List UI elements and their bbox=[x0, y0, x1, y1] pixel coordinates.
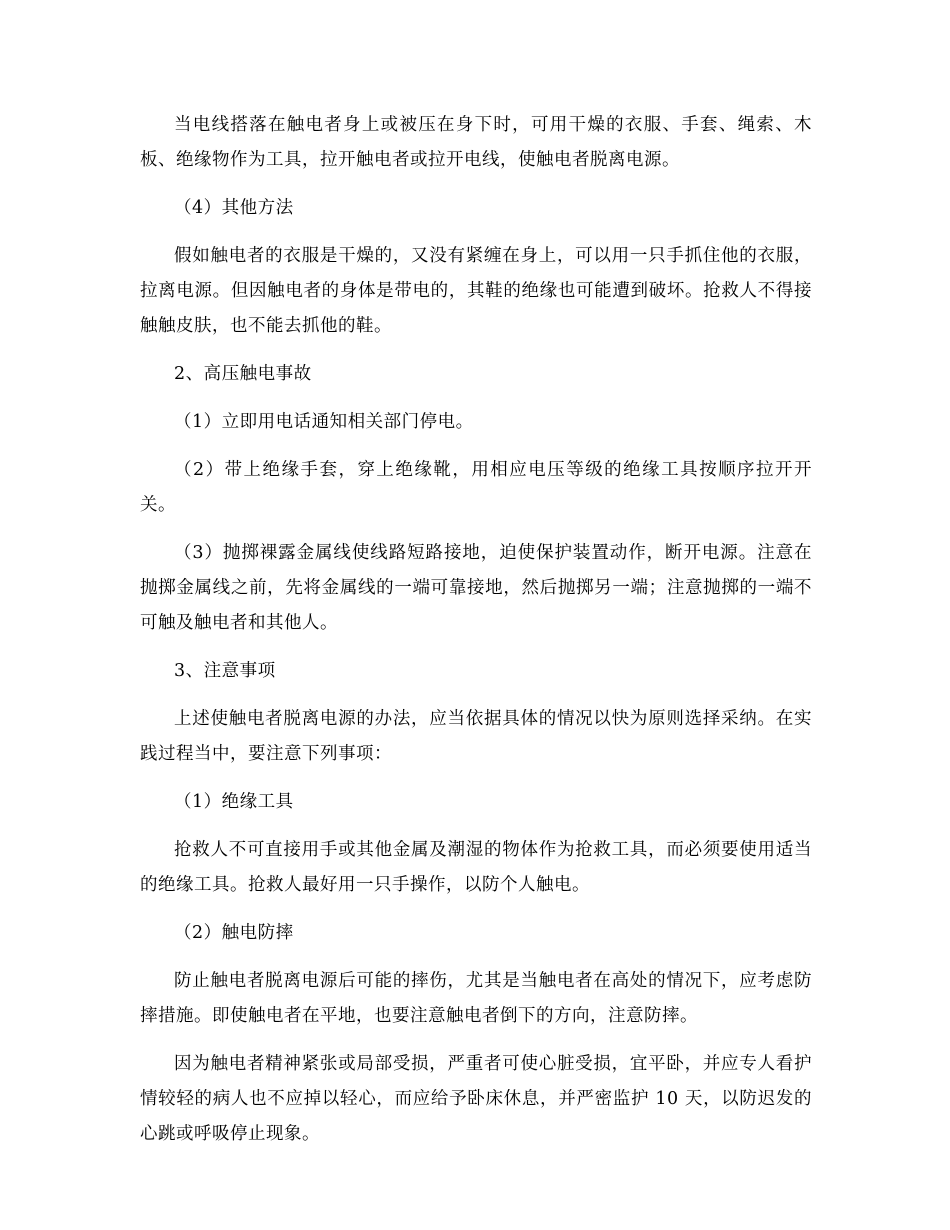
heading-fall-prevention: （2）触电防摔 bbox=[174, 923, 294, 943]
heading-notify-power-off: （1）立即用电话通知相关部门停电。 bbox=[174, 412, 474, 432]
heading-other-methods: （4）其他方法 bbox=[174, 198, 294, 218]
paragraph-aftercare: 因为触电者精神紧张或局部受损，严重者可使心脏受损，宜平卧，并应专人看护情较轻的病人也不应掉以轻心，而应给予卧床休息，并严密监护 10 天，以防迟发的心跳或呼吸停止现象。 bbox=[140, 1054, 812, 1144]
paragraph-insulated-tools: 抢救人不可直接用手或其他金属及潮湿的物体作为抢救工具，而必须要使用适当的绝缘工具。抢救人最好用一只手操作，以防个人触电。 bbox=[140, 840, 812, 895]
paragraph-wire-on-victim: 当电线搭落在触电者身上或被压在身下时，可用干燥的衣服、手套、绳索、木板、绝缘物作为工具，拉开触电者或拉开电线，使触电者脱离电源。 bbox=[140, 115, 812, 170]
paragraph-insulated-gloves: （2）带上绝缘手套，穿上绝缘靴，用相应电压等级的绝缘工具按顺序拉开开关。 bbox=[140, 460, 812, 515]
paragraph-precautions-intro: 上述使触电者脱离电源的办法，应当依据具体的情况以快为原则选择采纳。在实践过程当中，要注意下列事项： bbox=[140, 709, 812, 764]
heading-high-voltage: 2、高压触电事故 bbox=[174, 364, 312, 384]
paragraph-dry-clothes: 假如触电者的衣服是干燥的，又没有紧缠在身上，可以用一只手抓住他的衣服，拉离电源。但因触电者的身体是带电的，其鞋的绝缘也可能遭到破坏。抢救人不得接触触皮肤，也不能去抓他的鞋。 bbox=[140, 246, 812, 336]
heading-precautions: 3、注意事项 bbox=[174, 661, 276, 681]
paragraph-throw-metal-wire: （3）抛掷裸露金属线使线路短路接地，迫使保护装置动作，断开电源。注意在抛掷金属线之前，先将金属线的一端可靠接地，然后抛掷另一端；注意抛掷的一端不可触及触电者和其他人。 bbox=[140, 543, 812, 633]
document-body bbox=[140, 108, 812, 1165]
paragraph-fall-prevention: 防止触电者脱离电源后可能的摔伤，尤其是当触电者在高处的情况下，应考虑防摔措施。即使触电者在平地，也要注意触电者倒下的方向，注意防摔。 bbox=[140, 971, 812, 1026]
heading-insulated-tools: （1）绝缘工具 bbox=[174, 792, 294, 812]
